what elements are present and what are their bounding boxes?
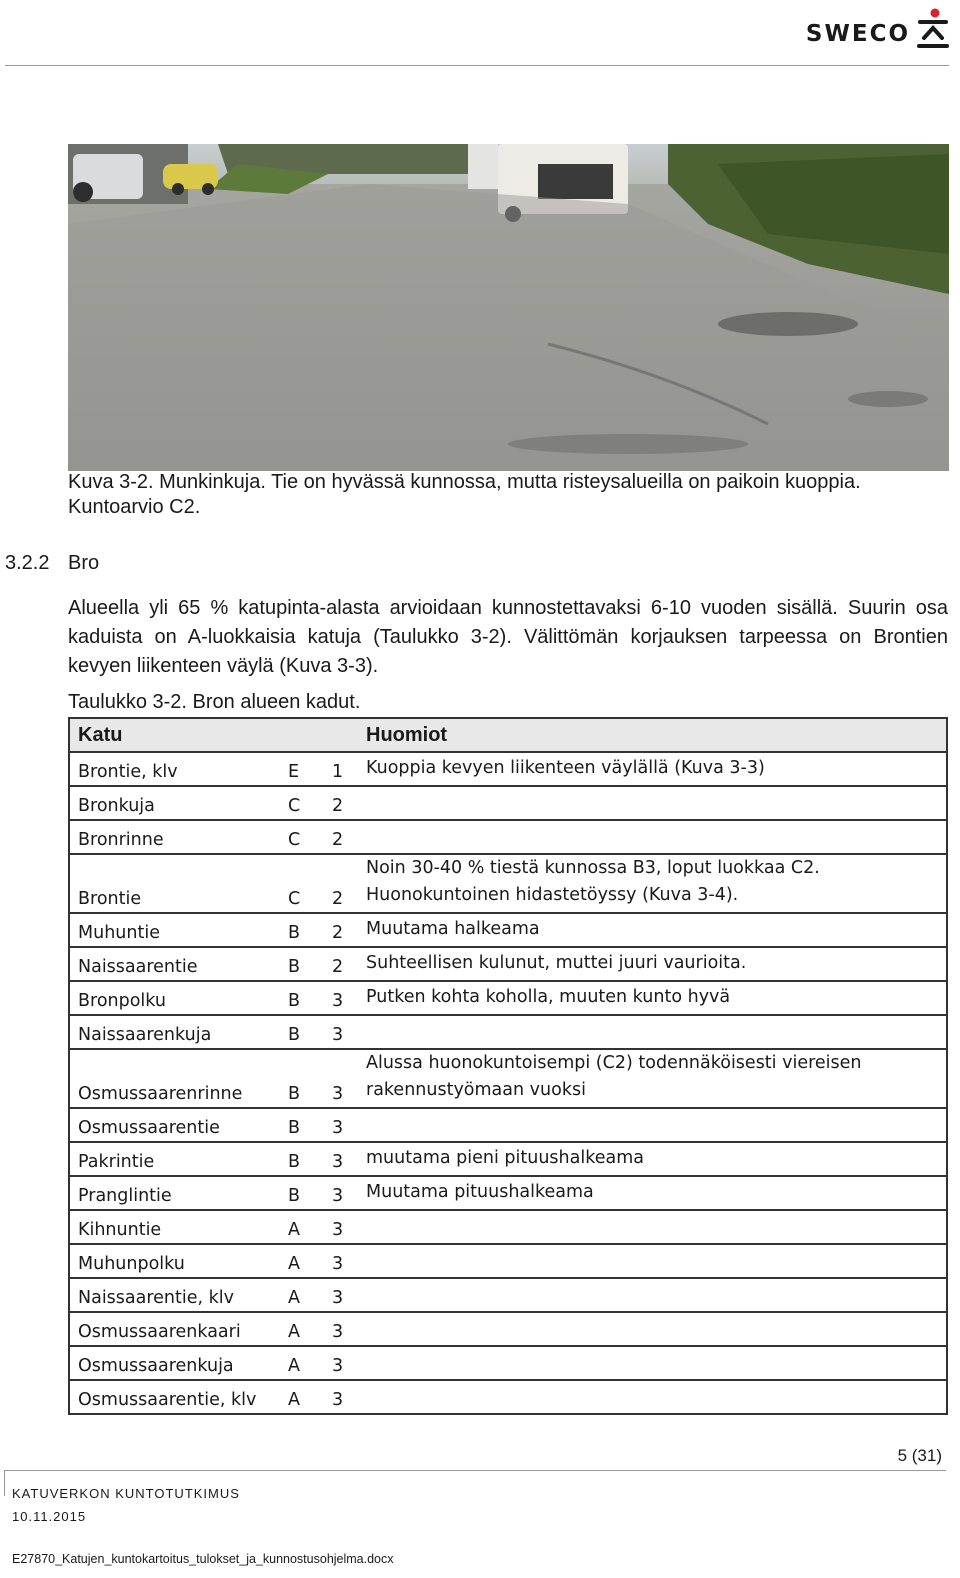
cell-katu: Brontie, klv xyxy=(69,752,280,786)
cell-level: 3 xyxy=(318,1346,358,1380)
cell-class: A xyxy=(280,1380,318,1414)
cell-class: A xyxy=(280,1346,318,1380)
table-row xyxy=(69,1049,947,1108)
cell-class: C xyxy=(280,820,318,854)
table-row xyxy=(69,820,947,854)
footer-divider xyxy=(4,1470,946,1471)
cell-class: B xyxy=(280,913,318,947)
cell-note xyxy=(358,1346,947,1380)
table-caption: Taulukko 3-2. Bron alueen kadut. xyxy=(68,691,361,713)
table-row xyxy=(69,1015,947,1049)
cell-level: 2 xyxy=(318,913,358,947)
cell-class: A xyxy=(280,1278,318,1312)
cell-level: 3 xyxy=(318,1278,358,1312)
body-paragraph: Alueella yli 65 % katupinta-alasta arvioidaan kunnostettavaksi 6-10 vuoden sisällä. Suurin osa kaduista on A-luokkaisia katuja (Taulukko 3-2). Välittömän korjauksen tarpeessa on Brontien kevyen liikenteen väylä (Kuva 3-3). xyxy=(68,597,948,677)
cell-level: 2 xyxy=(318,854,358,913)
table-row xyxy=(69,786,947,820)
cell-note: muutama pieni pituushalkeama xyxy=(358,1142,947,1176)
table-row xyxy=(69,1346,947,1380)
logo-text: SWECO xyxy=(805,21,910,47)
cell-level: 3 xyxy=(318,1108,358,1142)
table-row xyxy=(69,1176,947,1210)
cell-note xyxy=(358,1380,947,1414)
cell-level: 3 xyxy=(318,1176,358,1210)
cell-katu: Muhuntie xyxy=(69,913,280,947)
table-row xyxy=(69,1210,947,1244)
cell-note xyxy=(358,820,947,854)
header-huomiot: Huomiot xyxy=(358,718,947,752)
cell-note: Putken kohta koholla, muuten kunto hyvä xyxy=(358,981,947,1015)
cell-katu: Muhunpolku xyxy=(69,1244,280,1278)
cell-katu: Pranglintie xyxy=(69,1176,280,1210)
cell-class: B xyxy=(280,1142,318,1176)
cell-class: B xyxy=(280,1108,318,1142)
table-body xyxy=(69,752,947,1414)
cell-note: Muutama halkeama xyxy=(358,913,947,947)
cell-note xyxy=(358,786,947,820)
figure-caption: Kuva 3-2. Munkinkuja. Tie on hyvässä kunnossa, mutta risteysalueilla on paikoin kuoppia. Kuntoarvio C2. xyxy=(68,471,861,518)
cell-note xyxy=(358,1108,947,1142)
cell-level: 2 xyxy=(318,786,358,820)
cell-katu: Naissaarentie, klv xyxy=(69,1278,280,1312)
table-header-row xyxy=(69,718,947,752)
table-row xyxy=(69,1312,947,1346)
cell-level: 1 xyxy=(318,752,358,786)
page-number: 5 (31) xyxy=(897,1446,942,1465)
cell-katu: Osmussaarenkaari xyxy=(69,1312,280,1346)
footer-divider-tick xyxy=(4,1470,5,1496)
cell-katu: Bronkuja xyxy=(69,786,280,820)
cell-katu: Bronrinne xyxy=(69,820,280,854)
section-number: 3.2.2 xyxy=(5,552,50,574)
cell-class: C xyxy=(280,786,318,820)
cell-level: 3 xyxy=(318,981,358,1015)
cell-class: B xyxy=(280,981,318,1015)
cell-class: B xyxy=(280,1176,318,1210)
cell-note: Noin 30-40 % tiestä kunnossa B3, loput luokkaa C2. Huonokuntoinen hidastetöyssy (Kuva 3-4). xyxy=(358,854,947,913)
cell-class: B xyxy=(280,1015,318,1049)
cell-note xyxy=(358,1244,947,1278)
cell-level: 3 xyxy=(318,1380,358,1414)
cell-class: E xyxy=(280,752,318,786)
cell-note xyxy=(358,1015,947,1049)
section-title: Bro xyxy=(68,552,100,574)
cell-level: 3 xyxy=(318,1244,358,1278)
cell-katu: Kihnuntie xyxy=(69,1210,280,1244)
cell-katu: Bronpolku xyxy=(69,981,280,1015)
footer-title: KATUVERKON KUNTOTUTKIMUS xyxy=(12,1486,240,1501)
section-heading xyxy=(5,552,99,575)
cell-class: A xyxy=(280,1312,318,1346)
sweco-figure-icon xyxy=(916,8,950,48)
footer-filename: E27870_Katujen_kuntokartoitus_tulokset_ja_kunnostusohjelma.docx xyxy=(12,1552,394,1566)
cell-class: A xyxy=(280,1244,318,1278)
cell-katu: Naissaarentie xyxy=(69,947,280,981)
street-photo xyxy=(68,144,949,471)
table-row xyxy=(69,947,947,981)
cell-level: 3 xyxy=(318,1210,358,1244)
cell-note: Muutama pituushalkeama xyxy=(358,1176,947,1210)
table-row xyxy=(69,913,947,947)
cell-level: 2 xyxy=(318,947,358,981)
cell-note xyxy=(358,1210,947,1244)
cell-level: 3 xyxy=(318,1015,358,1049)
header-katu: Katu xyxy=(69,718,358,752)
table-row xyxy=(69,1108,947,1142)
cell-note xyxy=(358,1312,947,1346)
cell-note xyxy=(358,1278,947,1312)
cell-note: Alussa huonokuntoisempi (C2) todennäköisesti viereisen rakennustyömaan vuoksi xyxy=(358,1049,947,1108)
cell-level: 3 xyxy=(318,1049,358,1108)
cell-class: A xyxy=(280,1210,318,1244)
cell-katu: Brontie xyxy=(69,854,280,913)
table-row xyxy=(69,752,947,786)
table-row xyxy=(69,1380,947,1414)
cell-class: B xyxy=(280,947,318,981)
cell-note: Suhteellisen kulunut, muttei juuri vaurioita. xyxy=(358,947,947,981)
cell-class: B xyxy=(280,1049,318,1108)
cell-note: Kuoppia kevyen liikenteen väylällä (Kuva 3-3) xyxy=(358,752,947,786)
cell-katu: Osmussaarentie, klv xyxy=(69,1380,280,1414)
sweco-logo xyxy=(806,8,950,48)
streets-table xyxy=(68,717,948,1415)
table-row xyxy=(69,1278,947,1312)
cell-katu: Pakrintie xyxy=(69,1142,280,1176)
cell-class: C xyxy=(280,854,318,913)
table-row xyxy=(69,854,947,913)
cell-level: 2 xyxy=(318,820,358,854)
header-divider xyxy=(5,65,949,66)
cell-katu: Osmussaarenkuja xyxy=(69,1346,280,1380)
cell-level: 3 xyxy=(318,1142,358,1176)
table-row xyxy=(69,981,947,1015)
cell-katu: Osmussaarenrinne xyxy=(69,1049,280,1108)
footer-date: 10.11.2015 xyxy=(12,1509,87,1524)
table-row xyxy=(69,1142,947,1176)
cell-katu: Osmussaarentie xyxy=(69,1108,280,1142)
cell-level: 3 xyxy=(318,1312,358,1346)
table-row xyxy=(69,1244,947,1278)
cell-katu: Naissaarenkuja xyxy=(69,1015,280,1049)
